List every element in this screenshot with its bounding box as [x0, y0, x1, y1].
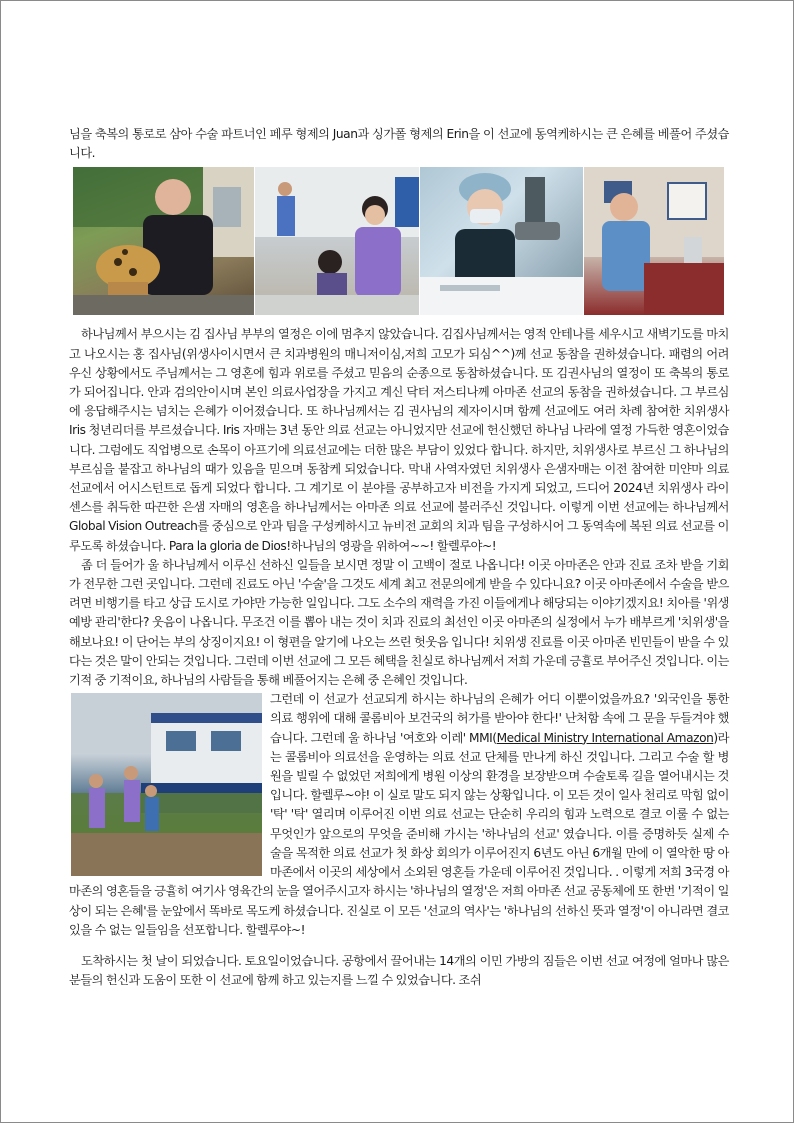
photo-volunteer-with-child	[255, 167, 419, 315]
photo-riverboat-team	[71, 693, 262, 876]
intro-paragraph: 님을 축복의 통로로 삼아 수술 파트너인 페루 형제의 Juan과 싱가폴 형제의 Erin을 이 선교에 동역케하시는 큰 은혜를 베풀어 주셨습니다.	[69, 127, 729, 161]
paragraph-permission-before: 그런데 이 선교가 선교되게 하시는 하나님의 은혜가 어디 이뿐이었을까요? '외국인을 통한 의료 행위에 대해 콜롬비아 보건국의 허가를 받아야 한다!' 난처함 속에 그 문을 두들겨야 했습니다. 그런데 울 하나님 '여호와 이레' MMI(	[270, 692, 729, 745]
photo-man-with-jaguar-statue	[73, 167, 254, 315]
paragraph-arrival: 도착하시는 첫 날이 되었습니다. 토요일이었습니다. 공항에서 끌어내는 14개의 이민 가방의 짐들은 이번 선교 여정에 얼마나 많은 분들의 헌신과 도움이 또한 이 선교에 함께 하고 있는지를 느낄 수 있었습니다. 조쉬	[69, 953, 729, 988]
photo-riverboat-team-drawing	[71, 693, 262, 876]
photo-eye-surgeon-at-microscope	[420, 167, 583, 315]
photo-strip	[73, 167, 729, 315]
paragraph-team-calling: 하나님께서 부으시는 김 집사님 부부의 열정은 이에 멈추지 않았습니다. 김집사님께서는 영적 안테나를 세우시고 새벽기도를 마치고 나오시는 홍 집사님(위생사이시면서 큰 치과병원의 매니저이심,저희 고모가 되심^^)께 선교 동참을 권하셨습니다. 패렴의 어려우신 상황에서도 주님께서는 그 영혼에 힘과 위로를 주셨고 믿음의 순종으로 동참하셨습니다. 또 김권사님의 열정이 또 축복의 통로가 되어집니다. 안과 검의안이시며 본인 의료사업장을 가지고 계신 닥터 저스티나께 아마존 선교의 동참을 권하셨습니다. 그 부르심에 응답해주시는 넘치는 은혜가 이어졌습니다. 또 하나님께서는 김 권사님의 제자이시며 함께 선교에도 여러 차례 참여한 치위생사 Iris 청년리더를 부르셨습니다. Iris 자매는 3년 동안 의료 선교는 아니었지만 선교에 헌신했던 하나님 나라에 열정 가득한 영혼이었습니다. 그럼에도 직업병으로 손목이 아프기에 의료선교에는 더한 많은 부담이 있었다 합니다. 하지만, 치위생사로 부르신 그 하나님의 부르심을 붙잡고 하나님의 때가 있음을 믿으며 동참케 되었습니다. 막내 사역자였던 치위생사 은샘자매는 이전 참여한 미얀마 의료 선교에서 어시스턴트로 돕게 되었다 합니다. 그 계기로 이 분야를 공부하고자 비전을 가지게 되었고, 드디어 2024년 치위생사 라이센스를 취득한 따끈한 은샘 자매의 영혼을 하나님께서는 아마존 의료 선교에 불러주신 것입니다. 이렇게 이번 선교에는 하나님께서 Global Vision Outreach를 중심으로 안과 팀을 구성케하시고 뉴비전 교회의 치과 팀을 구성하시어 그 동역속에 복된 의료 선교를 이루도록 하셨습니다. Para la gloria de Dios!하나님의 영광을 위하여~~! 할렐루야~!	[69, 327, 729, 553]
photo-man-with-jaguar-statue-drawing	[73, 167, 254, 315]
photo-man-with-supplies-drawing	[584, 167, 724, 315]
document-content	[69, 125, 729, 990]
photo-volunteer-with-child-drawing	[255, 167, 419, 315]
photo-eye-surgeon-at-microscope-drawing	[420, 167, 583, 315]
paragraph-permission-after: )라는 콜롬비아 의료선을 운영하는 의료 선교 단체를 만나게 하신 것입니다. 그리고 수술 할 병원을 빌릴 수 없었던 저희에게 병원 이상의 환경을 보장받으며 수술토록 길을 열어내시는 것입니다. 할렐루~야! 이 실로 말도 되지 않는 상황입니다. 이 모든 것이 일사 천리로 막힘 없이 '탁' '탁' 열리며 이루어진 이번 의료 선교는 단순히 우리의 힘과 노력으로 결코 이룰 수 없는 무엇인가 앞으로의 무엇을 준비해 가시는 '하나님의 선교' 였습니다. 이를 증명하듯 실제 수술을 목적한 의료 선교가 첫 화상 회의가 이루어진지 6년도 아닌 6개월 만에 이 열악한 땅 아마존에서 이곳의 세상에서 소외된 영혼들 가운데 이루어진 것입니다. . 이렇게 저희 3국경 아마존의 영혼들을 긍휼히 여기사 영육간의 눈을 열어주시고자 하시는 '하나님의 열정'은 저희 아마존 선교 공동체에 또 한번 '기적이 일상이 되는 은혜'를 눈앞에서 똑바로 목도케 하셨습니다. 진실로 이 모든 '선교의 역사'는 '하나님의 선하신 뜻과 열정'이 아니라면 결코 있을 수 없는 일들임을 선포합니다. 할렐루야~!	[69, 730, 729, 937]
paragraph-gap	[69, 940, 729, 952]
mmi-link[interactable]: Medical Ministry International Amazon	[496, 730, 714, 745]
paragraph-miracle: 좀 더 들어가 울 하나님께서 이루신 선하신 일들을 보시면 정말 이 고백이 절로 나옵니다! 이곳 아마존은 안과 진료 조차 받을 기회가 전무한 그런 곳입니다. 그런데 진료도 아닌 '수술'을 그것도 세계 최고 전문의에게 받을 수 있다니요? 이곳 아마존에서 수술을 받으려면 비행기를 타고 상급 도시로 가야만 가능한 일입니다. 그도 소수의 재력을 가진 이들에게나 해당되는 이야기겠지요! 치아를 '위생 예방 관리'한다? 웃음이 나옵니다. 무조건 이를 뽑아 내는 것이 치과 진료의 최선인 이곳 아마존의 실정에서 누가 배부르게 '치위생'을 해보나요! 이 단어는 부의 상징이지요! 이 형편을 알기에 나오는 쓰린 헛웃음 입니다! 치위생 진료를 이곳 아마존 빈민들이 받을 수 있다는 것은 말이 안되는 것입니다. 그런데 이번 선교에 그 모든 혜택을 친실로 하나님께서 저희 가운데 긍휼로 부어주신 것입니다. 이는 기적 중 기적이요, 하나님의 사람들을 통해 베풀어지는 은혜 중 은혜인 것입니다.	[69, 557, 729, 688]
photo-man-with-supplies	[584, 167, 724, 315]
